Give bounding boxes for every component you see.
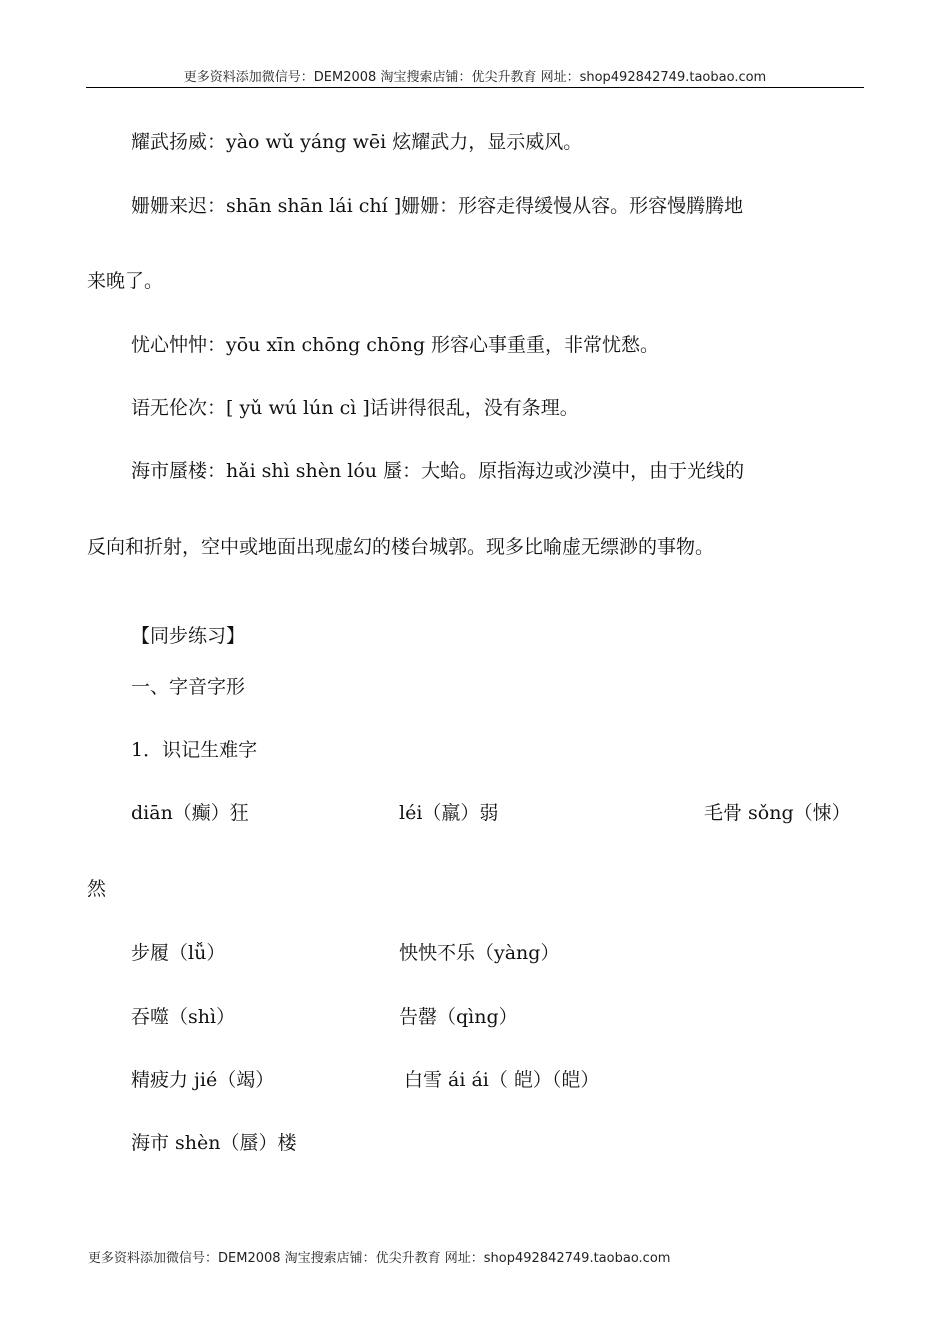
page-header: 更多资料添加微信号：DEM2008 淘宝搜索店铺：优尖升教育 网址：shop492842749.taobao.com — [183, 70, 767, 85]
vocab-item-yang: 怏怏不乐（yàng） — [399, 942, 560, 964]
idiom-haishi-shenlou-cont: 反向和折射，空中或地面出现虚幻的楼台城郭。现多比喻虚无缥渺的事物。 — [87, 536, 715, 558]
page-footer: 更多资料添加微信号：DEM2008 淘宝搜索店铺：优尖升教育 网址：shop492842749.taobao.com — [88, 1251, 671, 1266]
idiom-yuwu-lunci: 语无伦次：[ yǔ wú lún cì ]话讲得很乱，没有条理。 — [131, 397, 579, 419]
vocab-item-lv: 步履（lǚ） — [131, 942, 226, 964]
vocab-item-lei: léi（羸）弱 — [399, 802, 499, 824]
vocab-item-shi: 吞噬（shì） — [131, 1006, 236, 1028]
idiom-shanshan-laichi: 姗姗来迟：shān shān lái chí ]姗姗：形容走得缓慢从容。形容慢腾腾地 — [131, 195, 744, 217]
vocab-item-song-cont: 然 — [87, 878, 107, 900]
section-title: 【同步练习】 — [131, 625, 246, 647]
idiom-yaowu-yangwei: 耀武扬威：yào wǔ yáng wēi 炫耀武力，显示威风。 — [131, 131, 583, 153]
idiom-shanshan-laichi-cont: 来晚了。 — [87, 270, 164, 292]
question-heading: 1．识记生难字 — [131, 739, 258, 761]
header-divider — [86, 87, 864, 88]
idiom-haishi-shenlou: 海市蜃楼：hǎi shì shèn lóu 蜃：大蛤。原指海边或沙漠中，由于光线的 — [131, 460, 745, 482]
idiom-youxin-chongchong: 忧心忡忡：yōu xīn chōng chōng 形容心事重重，非常忧愁。 — [131, 334, 660, 356]
vocab-item-dian: diān（癫）狂 — [131, 802, 249, 824]
vocab-item-shen: 海市 shèn（蜃）楼 — [131, 1132, 297, 1154]
part-heading: 一、字音字形 — [131, 676, 246, 698]
vocab-item-song: 毛骨 sǒng（悚） — [704, 802, 851, 824]
vocab-item-ai: 白雪 ái ái（ 皑）（皑） — [404, 1069, 600, 1091]
vocab-item-qing: 告罄（qìng） — [399, 1006, 518, 1028]
vocab-item-jie: 精疲力 jié（竭） — [131, 1069, 275, 1091]
